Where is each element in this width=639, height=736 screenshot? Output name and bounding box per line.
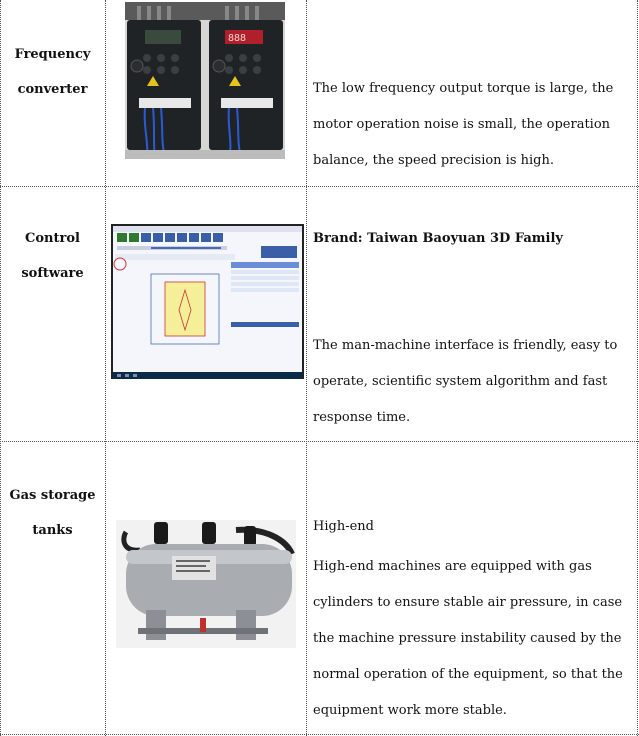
label-line: Gas storage xyxy=(9,488,96,503)
subtitle-line: High-end xyxy=(313,519,374,534)
label-line: Control xyxy=(25,231,80,246)
row-divider xyxy=(0,186,639,187)
description-line: normal operation of the equipment, so that the xyxy=(313,667,623,682)
table-right-border xyxy=(637,0,638,736)
description-line: The man-machine interface is friendly, easy to xyxy=(313,338,618,353)
row-label-gas-storage-tanks xyxy=(0,478,105,548)
table-bottom-border xyxy=(0,734,639,735)
column-divider xyxy=(105,0,106,736)
label-line: tanks xyxy=(32,523,73,538)
row-label-frequency-converter xyxy=(0,37,105,107)
description-line: motor operation noise is small, the operation xyxy=(313,117,611,132)
description-line: High-end machines are equipped with gas xyxy=(313,559,592,574)
description-line: response time. xyxy=(313,410,411,425)
row-label-control-software xyxy=(0,221,105,291)
description-line: the machine pressure instability caused by the xyxy=(313,631,622,646)
description-line: balance, the speed precision is high. xyxy=(313,153,554,168)
row-description-control-software xyxy=(313,221,633,257)
column-divider xyxy=(306,0,307,736)
row-divider xyxy=(0,441,639,442)
frequency-converter-photo xyxy=(125,2,285,159)
row-description-control-software-body xyxy=(313,328,633,436)
row-description-gas-storage-tanks-body xyxy=(313,549,633,729)
row-description-gas-storage-tanks xyxy=(313,509,633,545)
description-line: The low frequency output torque is large, the xyxy=(313,81,614,96)
row-description-frequency-converter xyxy=(313,71,633,179)
control-software-screenshot xyxy=(111,224,304,379)
description-line: equipment work more stable. xyxy=(313,703,507,718)
table-left-border xyxy=(0,0,1,736)
description-line: cylinders to ensure stable air pressure, in case xyxy=(313,595,623,610)
label-line: converter xyxy=(17,82,88,97)
label-line: software xyxy=(21,266,84,281)
label-line: Frequency xyxy=(14,47,91,62)
gas-storage-tank-photo xyxy=(116,520,296,648)
brand-line: Brand: Taiwan Baoyuan 3D Family xyxy=(313,231,563,246)
description-line: operate, scientific system algorithm and fast xyxy=(313,374,608,389)
svg-text:888: 888 xyxy=(228,33,247,44)
